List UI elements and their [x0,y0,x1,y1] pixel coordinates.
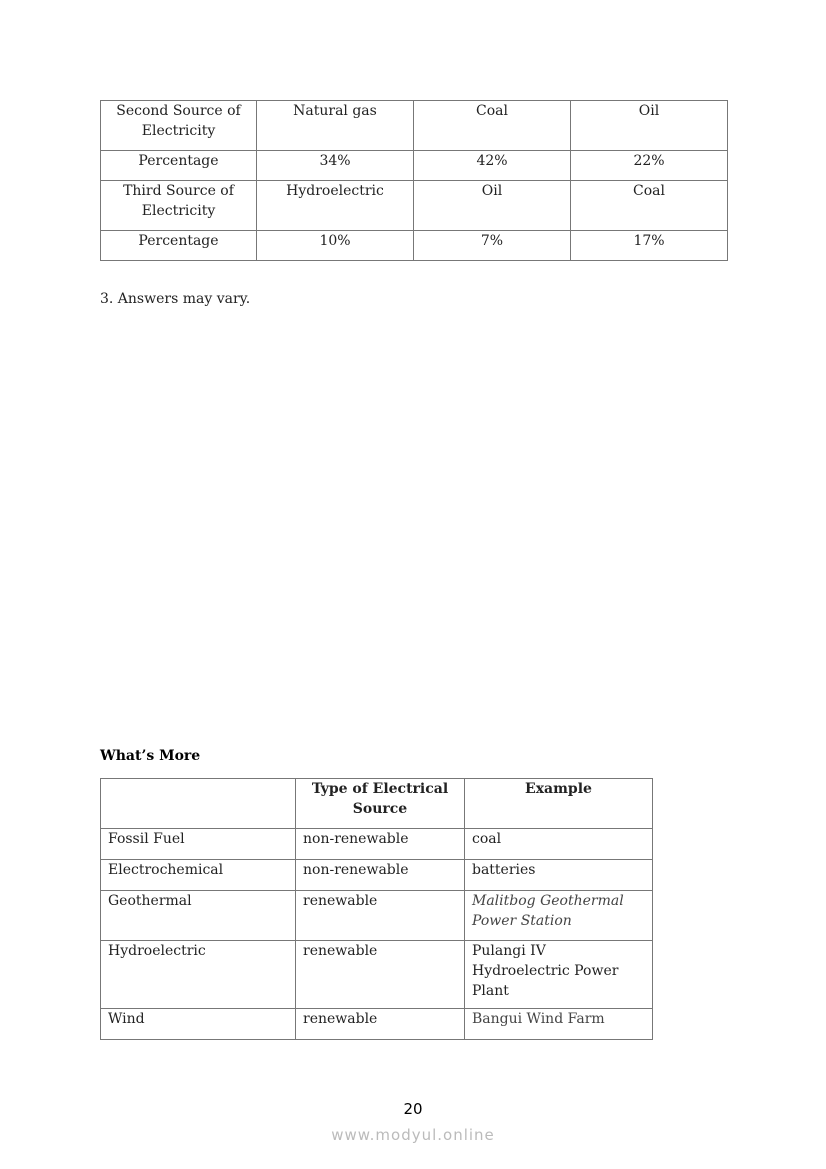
table-row [101,101,728,151]
table-header-row [101,779,653,829]
table-cell: non-renewable [296,829,465,860]
table-header: Type of Electrical Source [296,779,465,829]
table-cell: Second Source of Electricity [101,101,257,151]
table-cell: Bangui Wind Farm [465,1009,653,1040]
table-cell: 7% [414,231,571,261]
table-cell: Oil [571,101,728,151]
answer-note: 3. Answers may vary. [100,291,251,307]
table-cell: 42% [414,151,571,181]
table-cell: renewable [296,1009,465,1040]
table-row [101,829,653,860]
table-cell: Coal [571,181,728,231]
table-cell: coal [465,829,653,860]
table-cell: Pulangi IV Hydroelectric Power Plant [465,941,653,1009]
table-cell: Malitbog Geothermal Power Station [465,891,653,941]
section-heading: What’s More [100,748,201,764]
table-cell: non-renewable [296,860,465,891]
table-cell: 22% [571,151,728,181]
table-row [101,231,728,261]
table-cell: Fossil Fuel [101,829,296,860]
electricity-sources-table [100,100,728,261]
table-cell: Electrochemical [101,860,296,891]
table-cell: 10% [257,231,414,261]
table-cell: 17% [571,231,728,261]
table-cell: 34% [257,151,414,181]
table-cell: Coal [414,101,571,151]
electrical-source-types-table [100,778,653,1040]
table-cell: Hydroelectric [101,941,296,1009]
table-cell: Natural gas [257,101,414,151]
table-cell: renewable [296,891,465,941]
table-cell: renewable [296,941,465,1009]
table-cell: batteries [465,860,653,891]
table-row [101,860,653,891]
table-row [101,891,653,941]
table-row [101,941,653,1009]
page-number: 20 [403,1100,423,1118]
table-header: Example [465,779,653,829]
table-row [101,181,728,231]
table-row [101,151,728,181]
table-header [101,779,296,829]
table-cell: Oil [414,181,571,231]
table-cell: Geothermal [101,891,296,941]
table-cell: Percentage [101,151,257,181]
table-row [101,1009,653,1040]
table-cell: Third Source of Electricity [101,181,257,231]
table-cell: Percentage [101,231,257,261]
watermark: www.modyul.online [331,1126,495,1144]
table-cell: Wind [101,1009,296,1040]
table-cell: Hydroelectric [257,181,414,231]
